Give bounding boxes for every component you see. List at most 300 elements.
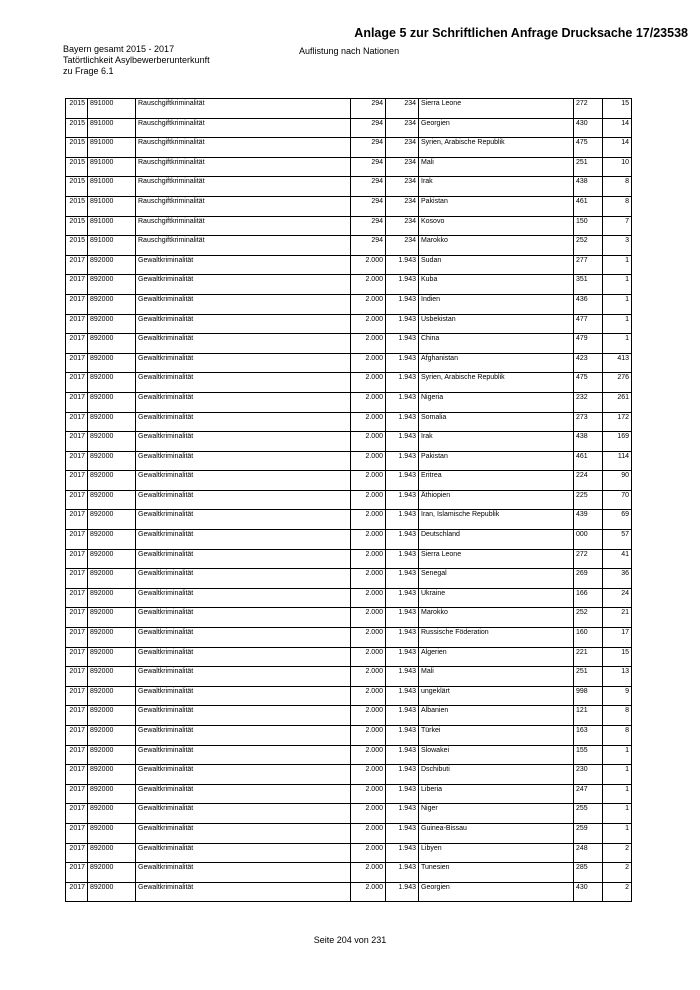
offense-category-cell: Rauschgiftkriminalität [136,216,351,236]
total-cases-cell: 2.000 [351,334,386,354]
offense-code-cell: 892000 [88,471,136,491]
year-cell: 2017 [66,255,88,275]
offense-code-cell: 892000 [88,294,136,314]
cases-in-accommodation-cell: 1.943 [386,843,419,863]
total-cases-cell: 2.000 [351,294,386,314]
offense-code-cell: 891000 [88,157,136,177]
offense-category-cell: Gewaltkriminalität [136,569,351,589]
suspect-count-cell: 7 [603,216,632,236]
year-cell: 2017 [66,608,88,628]
total-cases-cell: 294 [351,118,386,138]
nation-cell: Libyen [419,843,574,863]
year-cell: 2017 [66,588,88,608]
nation-code-cell: 248 [574,843,603,863]
total-cases-cell: 2.000 [351,706,386,726]
offense-code-cell: 892000 [88,863,136,883]
total-cases-cell: 2.000 [351,451,386,471]
nation-cell: Indien [419,294,574,314]
year-cell: 2017 [66,706,88,726]
total-cases-cell: 2.000 [351,412,386,432]
nation-code-cell: 150 [574,216,603,236]
region-period-line: Bayern gesamt 2015 - 2017 [63,44,175,54]
total-cases-cell: 294 [351,177,386,197]
suspect-count-cell: 261 [603,392,632,412]
year-cell: 2017 [66,569,88,589]
nation-code-cell: 225 [574,490,603,510]
total-cases-cell: 2.000 [351,471,386,491]
offense-category-cell: Rauschgiftkriminalität [136,196,351,216]
offense-code-cell: 892000 [88,510,136,530]
report-header [63,44,210,77]
page-number: Seite 204 von 231 [313,935,387,945]
table-row [66,726,632,746]
total-cases-cell: 2.000 [351,510,386,530]
offense-code-cell: 892000 [88,451,136,471]
offense-code-cell: 892000 [88,373,136,393]
total-cases-cell: 2.000 [351,275,386,295]
offense-category-cell: Rauschgiftkriminalität [136,118,351,138]
listing-subtitle: Auflistung nach Nationen [299,46,400,56]
suspect-count-cell: 1 [603,784,632,804]
year-cell: 2017 [66,745,88,765]
suspect-count-cell: 114 [603,451,632,471]
year-cell: 2017 [66,510,88,530]
nation-code-cell: 252 [574,236,603,256]
offense-code-cell: 892000 [88,569,136,589]
suspect-count-cell: 2 [603,843,632,863]
suspect-count-cell: 14 [603,118,632,138]
table-row [66,412,632,432]
nation-cell: Irak [419,432,574,452]
table-row [66,471,632,491]
offense-code-cell: 892000 [88,549,136,569]
table-row [66,628,632,648]
cases-in-accommodation-cell: 234 [386,196,419,216]
year-cell: 2015 [66,236,88,256]
table-row [66,823,632,843]
nation-code-cell: 438 [574,177,603,197]
nation-cell: Russische Föderation [419,628,574,648]
offense-category-cell: Gewaltkriminalität [136,392,351,412]
table-row [66,392,632,412]
offense-category-cell: Gewaltkriminalität [136,843,351,863]
total-cases-cell: 294 [351,138,386,158]
suspect-count-cell: 1 [603,765,632,785]
nation-cell: Tunesien [419,863,574,883]
cases-in-accommodation-cell: 1.943 [386,745,419,765]
offense-code-cell: 891000 [88,177,136,197]
total-cases-cell: 2.000 [351,608,386,628]
cases-in-accommodation-cell: 1.943 [386,569,419,589]
offense-code-cell: 891000 [88,118,136,138]
suspect-count-cell: 10 [603,157,632,177]
table-row [66,530,632,550]
suspect-count-cell: 8 [603,706,632,726]
year-cell: 2015 [66,99,88,119]
offense-code-cell: 892000 [88,843,136,863]
nation-code-cell: 247 [574,784,603,804]
suspect-count-cell: 1 [603,804,632,824]
offense-code-cell: 891000 [88,216,136,236]
offense-category-cell: Gewaltkriminalität [136,882,351,902]
offense-category-cell: Gewaltkriminalität [136,628,351,648]
offense-category-cell: Gewaltkriminalität [136,745,351,765]
nation-cell: Sudan [419,255,574,275]
table-row [66,118,632,138]
cases-in-accommodation-cell: 1.943 [386,314,419,334]
total-cases-cell: 2.000 [351,882,386,902]
nation-code-cell: 430 [574,882,603,902]
year-cell: 2017 [66,784,88,804]
offense-code-cell: 892000 [88,353,136,373]
offense-category-cell: Rauschgiftkriminalität [136,138,351,158]
nation-cell: Iran, Islamische Republik [419,510,574,530]
offense-code-cell: 891000 [88,196,136,216]
suspect-count-cell: 2 [603,882,632,902]
year-cell: 2017 [66,412,88,432]
offense-category-cell: Gewaltkriminalität [136,275,351,295]
suspect-count-cell: 172 [603,412,632,432]
nation-cell: Senegal [419,569,574,589]
year-cell: 2015 [66,177,88,197]
offense-code-cell: 892000 [88,588,136,608]
total-cases-cell: 294 [351,236,386,256]
offense-category-cell: Gewaltkriminalität [136,255,351,275]
nation-cell: Niger [419,804,574,824]
offense-code-cell: 892000 [88,490,136,510]
offense-category-cell: Gewaltkriminalität [136,334,351,354]
total-cases-cell: 2.000 [351,530,386,550]
suspect-count-cell: 169 [603,432,632,452]
year-cell: 2017 [66,765,88,785]
year-cell: 2015 [66,157,88,177]
table-row [66,432,632,452]
suspect-count-cell: 1 [603,275,632,295]
total-cases-cell: 2.000 [351,765,386,785]
year-cell: 2017 [66,471,88,491]
table-row [66,314,632,334]
suspect-count-cell: 1 [603,294,632,314]
year-cell: 2017 [66,686,88,706]
nation-cell: Kosovo [419,216,574,236]
nation-code-cell: 285 [574,863,603,883]
offense-code-cell: 891000 [88,138,136,158]
cases-in-accommodation-cell: 1.943 [386,549,419,569]
table-row [66,216,632,236]
total-cases-cell: 2.000 [351,863,386,883]
year-cell: 2017 [66,294,88,314]
nation-code-cell: 351 [574,275,603,295]
total-cases-cell: 2.000 [351,726,386,746]
nation-code-cell: 479 [574,334,603,354]
nation-code-cell: 251 [574,157,603,177]
year-cell: 2015 [66,196,88,216]
table-row [66,784,632,804]
cases-in-accommodation-cell: 234 [386,118,419,138]
nation-code-cell: 438 [574,432,603,452]
table-row [66,177,632,197]
nation-code-cell: 221 [574,647,603,667]
cases-in-accommodation-cell: 1.943 [386,432,419,452]
cases-in-accommodation-cell: 1.943 [386,686,419,706]
nation-cell: Sierra Leone [419,549,574,569]
cases-in-accommodation-cell: 234 [386,216,419,236]
table-row [66,765,632,785]
table-row [66,490,632,510]
nation-cell: Deutschland [419,530,574,550]
cases-in-accommodation-cell: 1.943 [386,784,419,804]
cases-in-accommodation-cell: 234 [386,236,419,256]
table-row [66,804,632,824]
total-cases-cell: 2.000 [351,667,386,687]
table-row [66,863,632,883]
nation-cell: Syrien, Arabische Republik [419,373,574,393]
offense-code-cell: 892000 [88,882,136,902]
year-cell: 2017 [66,882,88,902]
offense-category-cell: Gewaltkriminalität [136,451,351,471]
offense-category-cell: Gewaltkriminalität [136,588,351,608]
nation-cell: ungeklärt [419,686,574,706]
total-cases-cell: 2.000 [351,314,386,334]
total-cases-cell: 2.000 [351,588,386,608]
offense-category-cell: Gewaltkriminalität [136,432,351,452]
nation-cell: Türkei [419,726,574,746]
offense-category-cell: Gewaltkriminalität [136,549,351,569]
nation-cell: Guinea-Bissau [419,823,574,843]
year-cell: 2017 [66,863,88,883]
offense-code-cell: 891000 [88,99,136,119]
nation-cell: Georgien [419,882,574,902]
suspect-count-cell: 14 [603,138,632,158]
total-cases-cell: 2.000 [351,804,386,824]
nation-cell: Sierra Leone [419,99,574,119]
year-cell: 2017 [66,392,88,412]
offense-code-cell: 892000 [88,706,136,726]
year-cell: 2017 [66,804,88,824]
suspect-count-cell: 15 [603,99,632,119]
table-row [66,510,632,530]
cases-in-accommodation-cell: 1.943 [386,530,419,550]
nation-code-cell: 477 [574,314,603,334]
nation-cell: Albanien [419,706,574,726]
year-cell: 2015 [66,216,88,236]
nation-cell: Slowakei [419,745,574,765]
nation-cell: Dschibuti [419,765,574,785]
offense-category-cell: Gewaltkriminalität [136,647,351,667]
offense-category-cell: Gewaltkriminalität [136,294,351,314]
suspect-count-cell: 8 [603,177,632,197]
total-cases-cell: 2.000 [351,373,386,393]
suspect-count-cell: 1 [603,255,632,275]
nation-code-cell: 272 [574,99,603,119]
location-line: Tatörtlichkeit Asylbewerberunterkunft [63,55,210,65]
offense-category-cell: Gewaltkriminalität [136,784,351,804]
total-cases-cell: 2.000 [351,432,386,452]
offense-category-cell: Gewaltkriminalität [136,314,351,334]
nation-code-cell: 259 [574,823,603,843]
offense-code-cell: 891000 [88,236,136,256]
nation-code-cell: 251 [574,667,603,687]
offense-category-cell: Gewaltkriminalität [136,608,351,628]
nation-code-cell: 461 [574,451,603,471]
nation-code-cell: 439 [574,510,603,530]
offense-code-cell: 892000 [88,686,136,706]
cases-in-accommodation-cell: 1.943 [386,294,419,314]
offense-category-cell: Gewaltkriminalität [136,686,351,706]
suspect-count-cell: 276 [603,373,632,393]
offense-category-cell: Rauschgiftkriminalität [136,177,351,197]
suspect-count-cell: 9 [603,686,632,706]
offense-code-cell: 892000 [88,784,136,804]
offense-code-cell: 892000 [88,530,136,550]
suspect-count-cell: 70 [603,490,632,510]
suspect-count-cell: 41 [603,549,632,569]
year-cell: 2017 [66,647,88,667]
offense-code-cell: 892000 [88,334,136,354]
nation-code-cell: 273 [574,412,603,432]
table-row [66,275,632,295]
cases-in-accommodation-cell: 1.943 [386,392,419,412]
suspect-count-cell: 1 [603,745,632,765]
nations-table [65,98,632,902]
nation-code-cell: 255 [574,804,603,824]
total-cases-cell: 2.000 [351,255,386,275]
offense-code-cell: 892000 [88,412,136,432]
total-cases-cell: 294 [351,157,386,177]
suspect-count-cell: 57 [603,530,632,550]
year-cell: 2015 [66,138,88,158]
table-row [66,236,632,256]
nation-cell: Somalia [419,412,574,432]
offense-code-cell: 892000 [88,314,136,334]
offense-code-cell: 892000 [88,804,136,824]
nation-cell: Ukraine [419,588,574,608]
table-body [66,99,632,902]
nation-code-cell: 423 [574,353,603,373]
nation-code-cell: 232 [574,392,603,412]
cases-in-accommodation-cell: 1.943 [386,726,419,746]
offense-category-cell: Gewaltkriminalität [136,706,351,726]
table-row [66,334,632,354]
nation-code-cell: 252 [574,608,603,628]
year-cell: 2017 [66,823,88,843]
suspect-count-cell: 15 [603,647,632,667]
nation-cell: Äthiopien [419,490,574,510]
offense-code-cell: 892000 [88,275,136,295]
total-cases-cell: 2.000 [351,745,386,765]
offense-category-cell: Gewaltkriminalität [136,490,351,510]
nation-code-cell: 430 [574,118,603,138]
nation-code-cell: 461 [574,196,603,216]
total-cases-cell: 2.000 [351,490,386,510]
offense-category-cell: Gewaltkriminalität [136,863,351,883]
nation-cell: Nigeria [419,392,574,412]
table-row [66,667,632,687]
year-cell: 2017 [66,726,88,746]
cases-in-accommodation-cell: 1.943 [386,353,419,373]
offense-code-cell: 892000 [88,608,136,628]
total-cases-cell: 2.000 [351,686,386,706]
offense-code-cell: 892000 [88,765,136,785]
cases-in-accommodation-cell: 1.943 [386,490,419,510]
total-cases-cell: 294 [351,196,386,216]
cases-in-accommodation-cell: 1.943 [386,804,419,824]
offense-category-cell: Gewaltkriminalität [136,765,351,785]
table-row [66,196,632,216]
offense-code-cell: 892000 [88,628,136,648]
total-cases-cell: 294 [351,216,386,236]
suspect-count-cell: 3 [603,236,632,256]
year-cell: 2017 [66,373,88,393]
table-row [66,706,632,726]
suspect-count-cell: 17 [603,628,632,648]
total-cases-cell: 2.000 [351,392,386,412]
suspect-count-cell: 36 [603,569,632,589]
offense-category-cell: Rauschgiftkriminalität [136,99,351,119]
offense-category-cell: Gewaltkriminalität [136,412,351,432]
year-cell: 2017 [66,549,88,569]
nation-code-cell: 998 [574,686,603,706]
nation-cell: Afghanistan [419,353,574,373]
offense-code-cell: 892000 [88,823,136,843]
cases-in-accommodation-cell: 1.943 [386,255,419,275]
nation-cell: Mali [419,157,574,177]
offense-category-cell: Gewaltkriminalität [136,726,351,746]
table-row [66,745,632,765]
year-cell: 2017 [66,451,88,471]
cases-in-accommodation-cell: 1.943 [386,471,419,491]
year-cell: 2017 [66,432,88,452]
total-cases-cell: 2.000 [351,647,386,667]
cases-in-accommodation-cell: 234 [386,157,419,177]
year-cell: 2017 [66,275,88,295]
year-cell: 2015 [66,118,88,138]
cases-in-accommodation-cell: 1.943 [386,667,419,687]
table-row [66,843,632,863]
nation-cell: Kuba [419,275,574,295]
table-row [66,608,632,628]
nation-cell: Marokko [419,236,574,256]
cases-in-accommodation-cell: 1.943 [386,608,419,628]
offense-category-cell: Gewaltkriminalität [136,667,351,687]
total-cases-cell: 2.000 [351,843,386,863]
total-cases-cell: 2.000 [351,823,386,843]
nation-code-cell: 155 [574,745,603,765]
cases-in-accommodation-cell: 1.943 [386,628,419,648]
cases-in-accommodation-cell: 234 [386,138,419,158]
table-row [66,451,632,471]
nation-cell: Syrien, Arabische Republik [419,138,574,158]
cases-in-accommodation-cell: 234 [386,177,419,197]
offense-category-cell: Gewaltkriminalität [136,471,351,491]
year-cell: 2017 [66,843,88,863]
cases-in-accommodation-cell: 1.943 [386,863,419,883]
suspect-count-cell: 24 [603,588,632,608]
table-row [66,588,632,608]
nation-cell: Irak [419,177,574,197]
table-row [66,882,632,902]
offense-code-cell: 892000 [88,745,136,765]
offense-code-cell: 892000 [88,647,136,667]
document-title: Anlage 5 zur Schriftlichen Anfrage Drucksache 17/23538 [354,26,688,40]
offense-category-cell: Rauschgiftkriminalität [136,236,351,256]
table-row [66,157,632,177]
total-cases-cell: 2.000 [351,628,386,648]
nation-code-cell: 277 [574,255,603,275]
nation-cell: Georgien [419,118,574,138]
offense-category-cell: Rauschgiftkriminalität [136,157,351,177]
table-row [66,647,632,667]
